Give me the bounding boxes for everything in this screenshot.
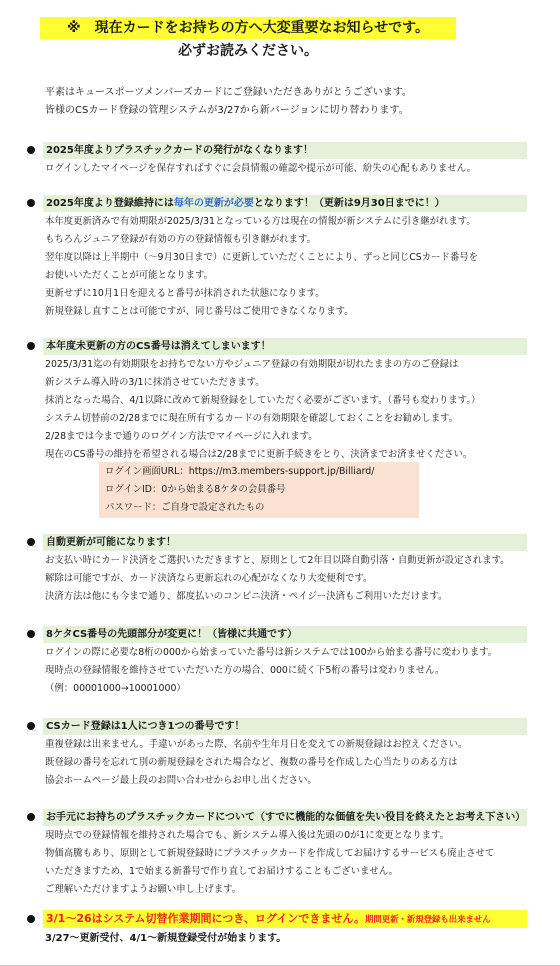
body-line: 解除は可能ですが、カード決済なら更新忘れの心配がなくなり大変便利です。	[45, 573, 373, 584]
body-line: ご理解いただけますようお願い申し上げます。	[45, 884, 242, 895]
section-body-plastic-card-notice	[45, 827, 494, 899]
bullet-icon	[27, 199, 35, 207]
intro-text	[45, 84, 412, 120]
section-title-annual-renewal	[43, 195, 527, 212]
body-line: 協会ホームページ最上段のお問い合わせからお申し出ください。	[45, 775, 317, 786]
body-line: 物価高騰もあり、原則として新規登録時にプラスチックカードを作成してお届けするサービスも廃止させて	[45, 848, 495, 859]
bullet-icon	[27, 630, 35, 638]
section-body-auto-renewal	[45, 552, 510, 606]
body-line: 2025/3/31迄の有効期限をお持ちでない方やジュニア登録の有効期限が切れたままの方のご登録は	[45, 359, 459, 370]
body-line: 新システム導入時の3/1に抹消させていただきます。	[45, 377, 265, 388]
bullet-icon	[27, 915, 35, 923]
intro-line-1: 平素はキュースポーツメンバーズカードにご登録いただきありがとうございます。	[45, 87, 412, 98]
body-line: お支払い時にカード決済をご選択いただきますと、原則として2年目以降自動引落・自動更新が設定されます。	[45, 555, 510, 566]
body-line: ログインしたマイページを保存すればすぐに会員情報の確認や提示が可能、紛失の心配もありません。	[45, 163, 476, 174]
body-line: 決済方法は他にも今まで通り、都度払いのコンビニ決済・ペイジー決済もご利用いただけます。	[45, 591, 448, 602]
final-warning-main: 3/1～26はシステム切替作業期間につき、ログインできません。	[46, 912, 365, 925]
section-title-auto-renewal: 自動更新が可能になります！	[43, 534, 527, 551]
title-prefix: 2025年度より登録維持には	[46, 198, 174, 209]
body-line: 現在のCS番号の維持を希望される場合は2/28までに更新手続きをとり、決済までお済ませください。	[45, 449, 473, 460]
hero-banner	[40, 17, 456, 39]
section-body-annual-renewal	[45, 213, 478, 321]
section-title-plastic-card: 2025年度よりプラスチックカードの発行がなくなります！	[43, 142, 527, 159]
final-warning-line: 3/27～更新受付、4/1～新規登録受付が始まります。	[45, 933, 287, 944]
body-line: 翌年度以降は上半期中（～9月30日まで）に更新していただくことにより、ずっと同じCSカード番号を	[45, 252, 478, 263]
body-line: 更新せずに10月1日を迎えると番号が抹消された状態になります。	[45, 288, 325, 299]
section-title-one-number: CSカード登録は1人につき1つの番号です！	[43, 718, 527, 735]
section-body-unrenewed	[45, 356, 480, 464]
intro-line-2: 皆様のCSカード登録の管理システムが3/27から新バージョンに切り替わります。	[45, 105, 409, 116]
login-url: ログイン画面URL：https://m3.members-support.jp/Billiard/	[105, 466, 375, 477]
final-warning-small: 期間更新・新規登録も出来ません	[364, 914, 491, 924]
body-line: 抹消となった場合、4/1以降に改めて新規登録をしていただく必要がございます。（番号も変わります。）	[45, 395, 481, 406]
bullet-icon	[27, 146, 35, 154]
bullet-icon	[27, 813, 35, 821]
body-line: お使いいただくことが可能となります。	[45, 270, 214, 281]
bullet-icon	[27, 342, 35, 350]
bullet-icon	[27, 722, 35, 730]
section-title-unrenewed: 本年度未更新の方のCS番号は消えてしまいます！	[43, 338, 527, 355]
login-info-box	[99, 462, 419, 518]
section-title-number-change: 8ケタCS番号の先頭部分が変更に！（皆様に共通です）	[43, 626, 527, 643]
title-emphasis: 毎年の更新が必要	[173, 198, 254, 209]
body-line: ログインの際に必要な8桁の000から始まっていた番号は新システムでは100から始まる番号に変わります。	[45, 647, 498, 658]
section-title-plastic-card-notice: お手元にお持ちのプラスチックカードについて（すでに機能的な価値を失い役目を終えたとお考え下さい）	[43, 809, 527, 826]
hero-line-2: 必ずお読みください。	[178, 43, 318, 59]
final-warning-title	[43, 910, 527, 928]
body-line: いただきますため、1で始まる新番号で作り直してお届けすることもございません。	[45, 866, 399, 877]
body-line: 現時点での登録情報を維持された場合でも、新システム導入後は先頭の0が1に変更となります。	[45, 830, 449, 841]
section-body-number-change	[45, 644, 497, 698]
bullet-icon	[27, 538, 35, 546]
body-line: 現時点の登録情報を維持させていただいた方の場合、000に続く下5桁の番号は変わりません。	[45, 665, 445, 676]
body-line: 重複登録は出来ません。手違いがあった際、名前や生年月日を変えての新規登録はお控えください。	[45, 739, 468, 750]
hero-line-1: ※ 現在カードをお持ちの方へ大変重要なお知らせです。	[66, 20, 430, 36]
body-line: もちろんジュニア登録が有効の方の登録情報も引き継がれます。	[45, 234, 316, 245]
title-suffix: となります！（更新は9月30日までに！）	[253, 198, 445, 209]
body-line: （例：00001000→10001000）	[45, 683, 186, 694]
section-body-plastic-card	[45, 160, 476, 178]
body-line: 本年度更新済みで有効期限が2025/3/31となっている方は現在の情報が新システムに引き継がれます。	[45, 216, 476, 227]
body-line: 既登録の番号を忘れて別の新規登録をされた場合など、複数の番号を作成した心当たりのある方は	[45, 757, 458, 768]
body-line: 新規登録し直すことは可能ですが、同じ番号はご使用できなくなります。	[45, 306, 354, 317]
login-password: パスワード：ご自身で設定されたもの	[105, 502, 265, 513]
section-body-one-number	[45, 736, 467, 790]
body-line: 2/28までは今まで通りのログイン方法でマイページに入れます。	[45, 431, 318, 442]
login-id: ログインID：0から始まる8ケタの会員番号	[105, 484, 286, 495]
body-line: システム切替前の2/28までに現在所有するカードの有効期限を確認しておくことをお勧めします。	[45, 413, 459, 424]
